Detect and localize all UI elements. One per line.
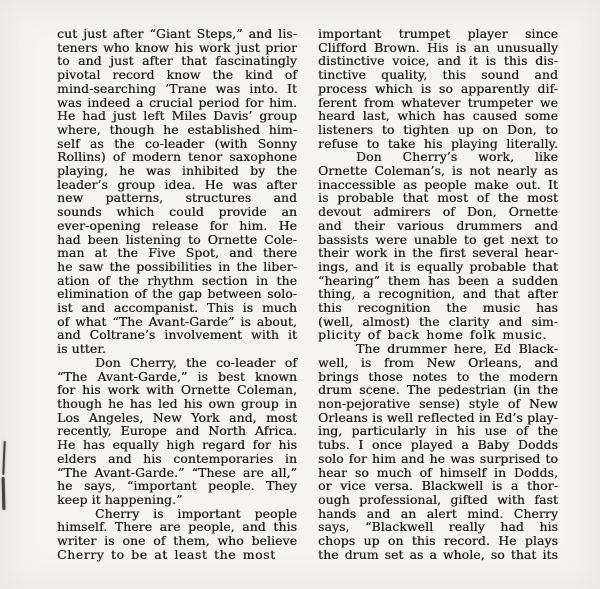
paragraph (318, 27, 558, 150)
text-line: non-pejorative sense) style of New (318, 395, 558, 411)
text-line: man at the Five Spot, and there (57, 245, 297, 261)
text-line: Cherry to be at least the most (57, 546, 276, 562)
text-line: listeners to tighten up on Don, to (318, 121, 558, 137)
text-line: chops up on this record. He plays (318, 533, 558, 549)
text-line: “hearing” them has been a sudden (318, 272, 558, 288)
paragraph (318, 150, 558, 342)
text-line: Cherry is important people (95, 505, 297, 521)
text-line: says, “Blackwell really had his (318, 519, 558, 535)
scan-edge-artifact (0, 441, 8, 511)
text-line: process which is so apparently dif- (318, 80, 558, 96)
text-line: of what “The Avant-Garde” is about, (57, 313, 297, 329)
text-line: ough professional, gifted with fast (318, 491, 558, 507)
text-line: sounds which could provide an (57, 204, 297, 220)
text-line: their work in the first several hear- (318, 245, 558, 261)
text-line: had been listening to Ornette Cole- (57, 231, 297, 247)
text-line: brings those notes to the modern (318, 368, 558, 384)
text-line: thing, a recognition, and that after (318, 286, 558, 302)
text-line: devout admirers of Don, Ornette (318, 204, 558, 220)
text-line: He had just left Miles Davis’ group (57, 108, 297, 124)
text-line: is probable that most of the most (318, 190, 558, 206)
paragraph (57, 356, 297, 507)
text-line: Don Cherry’s work, like (356, 149, 558, 165)
text-line: recently, Europe and North Africa. (57, 423, 297, 439)
text-line: tinctive quality, this sound and (318, 67, 558, 83)
text-line: plicity of back home folk music. (318, 327, 547, 343)
text-line: hands and an alert mind. Cherry (318, 505, 558, 521)
text-line: Don Cherry, the co-leader of (95, 354, 297, 370)
text-line: The drummer here, Ed Black- (356, 341, 558, 357)
text-line: new patterns, structures and (57, 190, 297, 206)
text-line: Rollins) of modern tenor saxophone (57, 149, 297, 165)
text-line: “The Avant-Garde.” “These are all,” (57, 464, 297, 480)
text-line: this recognition the music has (318, 300, 558, 316)
text-line: bassists were unable to get next to (318, 231, 558, 247)
text-line: where, though he established him- (57, 121, 297, 137)
text-line: (well, almost) the clarity and sim- (318, 313, 558, 329)
text-line: drum scene. The pedestrian (in the (318, 382, 558, 398)
text-line: pivotal record know the kind of (57, 67, 297, 83)
paragraph (318, 342, 558, 561)
text-line: ation of the rhythm section in the (57, 272, 297, 288)
scan-artifact-segment (1, 477, 4, 510)
text-line: inaccessible as people make out. It (318, 176, 558, 192)
text-line: ferent from whatever trumpeter we (318, 94, 558, 110)
text-line: Orleans is well reflected in Ed’s play- (318, 409, 558, 425)
text-line: was indeed a crucial period for him. (57, 94, 297, 110)
text-line: leader’s group idea. He was after (57, 176, 297, 192)
text-line: he says, “important people. They (57, 478, 297, 494)
right-text-column (318, 27, 558, 561)
text-line: and Coltrane’s involvement with it (57, 327, 297, 343)
text-line: to and just after that fascinatingly (57, 53, 297, 69)
text-line: keep it happening.” (57, 491, 183, 507)
text-line: solo for him and he was surprised to (318, 450, 558, 466)
text-line: writer is one of them, who believe (57, 533, 297, 549)
text-line: mind-searching ’Trane was into. It (57, 80, 297, 96)
text-line: refuse to take his playing literally. (318, 135, 558, 151)
text-line: Los Angeles, New York and, most (57, 409, 297, 425)
text-line: or vice versa. Blackwell is a thor- (318, 478, 558, 494)
text-line: ever-opening release for him. He (57, 217, 297, 233)
text-line: playing, he was inhibited by the (57, 163, 297, 179)
text-line: ing, particularly in his use of the (318, 423, 558, 439)
text-line: heard last, which has caused some (318, 108, 558, 124)
text-line: the drum set as a whole, so that its (318, 546, 558, 562)
text-line: distinctive voice, and it is this dis- (318, 53, 558, 69)
text-line: and their various drummers and (318, 217, 558, 233)
text-line: is utter. (57, 341, 106, 357)
text-line: He has equally high regard for his (57, 437, 297, 453)
text-line: Clifford Brown. His is an unusually (318, 39, 558, 55)
paragraph (57, 27, 297, 356)
paragraph (57, 507, 297, 562)
left-text-column (57, 27, 297, 561)
text-line: himself. There are people, and this (57, 519, 297, 535)
text-line: elders and his contemporaries in (57, 450, 297, 466)
text-line: he saw the possibilities in the liber- (57, 258, 297, 274)
text-line: Ornette Coleman’s, is not nearly as (318, 163, 558, 179)
text-line: important trumpet player since (318, 26, 558, 41)
text-line: ist and accompanist. This is much (57, 300, 297, 316)
text-line: tubs. I once played a Baby Dodds (318, 437, 558, 453)
text-line: self as the co-leader (with Sonny (57, 135, 297, 151)
text-line: well, is from New Orleans, and (318, 354, 558, 370)
scan-artifact-segment (2, 441, 6, 475)
text-line: ings, and it is equally probable that (318, 258, 558, 274)
text-line: elimination of the gap between solo- (57, 286, 297, 302)
text-line: “The Avant-Garde,” is best known (57, 368, 297, 384)
text-line: hear so much of himself in Dodds, (318, 464, 558, 480)
text-line: for his work with Ornette Coleman, (57, 382, 297, 398)
text-line: cut just after “Giant Steps,” and lis- (57, 26, 297, 41)
text-line: though he has led his own group in (57, 395, 297, 411)
text-line: teners who know his work just prior (57, 39, 297, 55)
